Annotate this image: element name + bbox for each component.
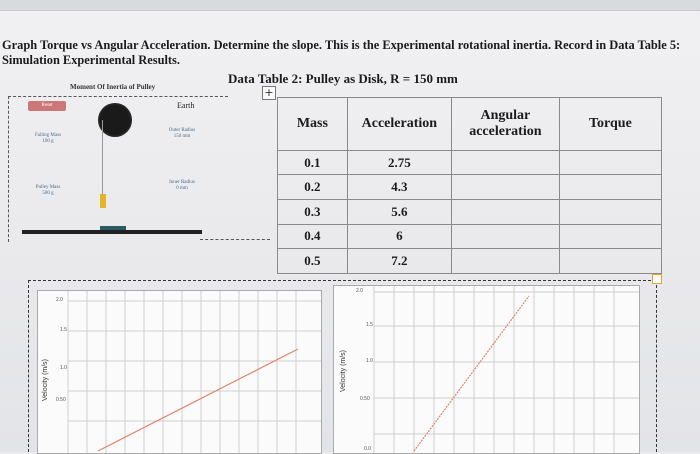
left-velocity-graph xyxy=(37,290,322,454)
left-tick-1: 1.0 xyxy=(60,365,67,371)
sim-border-bottom xyxy=(200,239,270,240)
cell-angular-acceleration[interactable] xyxy=(451,150,559,175)
cell-torque[interactable] xyxy=(559,150,661,175)
left-tick-2: 2.0 xyxy=(56,297,63,303)
cell-torque[interactable] xyxy=(559,249,661,274)
inner-radius-control[interactable] xyxy=(160,180,204,192)
table-row xyxy=(278,150,662,175)
right-tick-1: 1.0 xyxy=(366,358,373,364)
left-tick-15: 1.5 xyxy=(60,327,67,333)
cell-torque[interactable] xyxy=(559,200,661,225)
left-graph-grid xyxy=(38,291,321,453)
outer-radius-value: 150 mm xyxy=(173,134,191,139)
cell-acceleration[interactable]: 4.3 xyxy=(347,175,451,200)
table-header-row xyxy=(278,98,662,151)
data-table xyxy=(277,97,662,274)
cell-angular-acceleration[interactable] xyxy=(451,224,559,249)
right-tick-2: 2.0 xyxy=(356,288,363,294)
right-tick-0: 0.0 xyxy=(364,446,371,452)
resize-handle[interactable] xyxy=(652,274,662,284)
selection-border-right xyxy=(656,280,657,452)
move-anchor-icon[interactable]: + xyxy=(262,86,276,100)
cell-mass[interactable]: 0.4 xyxy=(278,224,348,249)
table-row xyxy=(278,200,662,225)
cell-acceleration[interactable]: 7.2 xyxy=(347,249,451,274)
right-velocity-line xyxy=(414,296,529,451)
pulley-string xyxy=(102,120,103,198)
cell-torque[interactable] xyxy=(559,224,661,249)
header-torque: Torque xyxy=(559,98,661,151)
cell-mass[interactable]: 0.3 xyxy=(278,200,348,225)
cell-torque[interactable] xyxy=(559,175,661,200)
falling-mass-weight[interactable] xyxy=(100,194,106,208)
cell-angular-acceleration[interactable] xyxy=(451,249,559,274)
left-y-axis-label: Velocity (m/s) xyxy=(42,358,49,401)
header-mass: Mass xyxy=(278,98,348,151)
pulley-mass-value: 500 g xyxy=(42,191,54,196)
selection-border-top xyxy=(28,280,656,281)
cell-mass[interactable]: 0.5 xyxy=(278,249,348,274)
floor xyxy=(22,230,202,234)
data-table-title: Data Table 2: Pulley as Disk, R = 150 mm xyxy=(228,71,458,86)
reset-button[interactable]: Reset xyxy=(28,101,66,111)
table-row xyxy=(278,175,662,200)
outer-radius-label: Outer Radius xyxy=(168,128,196,133)
earth-label: Earth xyxy=(177,101,195,110)
outer-radius-control[interactable] xyxy=(160,128,204,140)
header-angular-acceleration: Angular acceleration xyxy=(451,98,559,151)
table-row xyxy=(278,249,662,274)
falling-mass-value: 100 g xyxy=(42,139,54,144)
simulation-title: Moment Of Inertia of Pulley xyxy=(70,83,156,91)
instructions-text: Graph Torque vs Angular Acceleration. Determine the slope. This is the Experimental rotational inertia. Record in Data Table 5: Simulation Experimental Results. xyxy=(2,38,681,67)
right-tick-15: 1.5 xyxy=(366,322,373,328)
pulley-mass-label: Pulley Mass xyxy=(35,185,61,190)
page-top-edge xyxy=(0,0,700,11)
left-tick-05: 0.50 xyxy=(56,397,66,403)
inner-radius-value: 0 mm xyxy=(176,186,188,191)
sim-border-top xyxy=(8,96,228,97)
falling-mass-label: Falling Mass xyxy=(35,133,61,138)
right-velocity-graph xyxy=(333,285,640,454)
cell-acceleration[interactable]: 6 xyxy=(347,224,451,249)
sim-border-left xyxy=(8,96,9,242)
right-y-axis-label: Velocity (m/s) xyxy=(340,349,347,392)
cell-mass[interactable]: 0.2 xyxy=(278,175,348,200)
table-row xyxy=(278,224,662,249)
cell-mass[interactable]: 0.1 xyxy=(278,150,348,175)
left-velocity-line xyxy=(98,349,298,451)
pulley-disk xyxy=(98,103,132,137)
cell-angular-acceleration[interactable] xyxy=(451,175,559,200)
right-graph-grid xyxy=(334,286,639,453)
cell-angular-acceleration[interactable] xyxy=(451,200,559,225)
inner-radius-label: Inner Radius xyxy=(169,180,195,185)
header-acceleration: Acceleration xyxy=(347,98,451,151)
selection-border-left xyxy=(28,280,29,452)
falling-mass-control[interactable] xyxy=(26,133,70,145)
cell-acceleration[interactable]: 2.75 xyxy=(347,150,451,175)
cell-acceleration[interactable]: 5.6 xyxy=(347,200,451,225)
right-tick-05: 0.50 xyxy=(360,396,370,402)
pulley-mass-control[interactable] xyxy=(26,185,70,197)
